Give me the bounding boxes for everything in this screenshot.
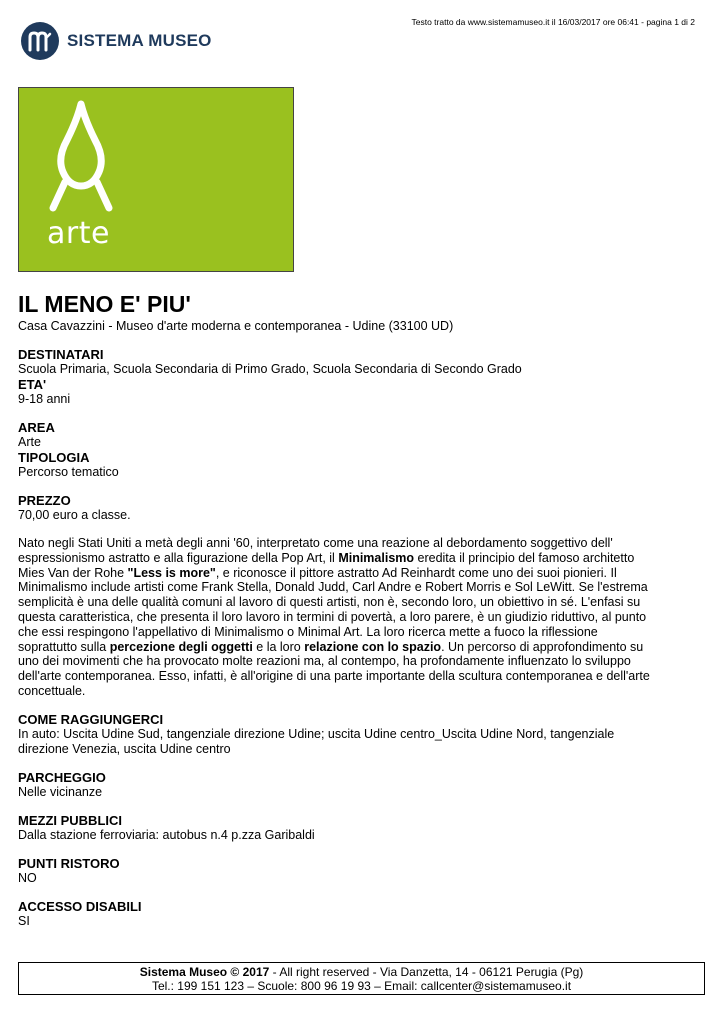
mezzi-pubblici-value: Dalla stazione ferroviaria: autobus n.4 p.zza Garibaldi <box>18 827 315 842</box>
page-content <box>18 290 658 929</box>
accesso-disabili-label: ACCESSO DISABILI <box>18 898 142 914</box>
category-label: arte <box>47 216 110 251</box>
come-raggiungerci-label: COME RAGGIUNGERCI <box>18 711 164 727</box>
destinatari-label: DESTINATARI <box>18 347 104 362</box>
page-title: IL MENO E' PIU' <box>18 291 191 317</box>
description: Nato negli Stati Uniti a metà degli anni '60, interpretato come una reazione al debordamento soggettivo dell' espressionismo astratto e alla figurazione della Pop Art, il Minimalismo eredita il principio del famoso architetto Mies Van der Rohe "Less is more", e riconosce il pittore astratto Ad Reinhardt come uno dei suoi pionieri. Il Minimalismo include artisti come Frank Stella, Donald Judd, Carl Andre e Robert Morris e Sol LeWitt. Se l'estrema semplicità è una delle qualità comuni al lavoro di questi artisti, non è, secondo loro, un obiettivo in sé. L'enfasi su questa caratteristica, che presenta il loro lavoro in termini di povertà, a loro parere, è un giudizio riduttivo, al punto che essi respingono l'appellativo di Minimalismo o Minimal Art. La loro ricerca mette a fuoco la riflessione soprattutto sulla percezione degli oggetti e la loro relazione con lo spazio. Un percorso di approfondimento su uno dei movimenti che ha provocato molte reazioni ma, al contempo, ha profondamente influenzato lo sviluppo dell'arte contemporanea. Esso, infatti, è all'origine di una parte importante della scultura contemporanea e dell'arte concettuale. <box>18 536 650 698</box>
area-value: Arte <box>18 435 41 449</box>
punti-ristoro-value: NO <box>18 870 37 885</box>
come-raggiungerci-value: In auto: Uscita Udine Sud, tangenziale direzione Udine; uscita Udine centro_Uscita Udine Nord, tangenziale direzione Venezia, uscita Udine centro <box>18 726 615 756</box>
eta-value: 9-18 anni <box>18 392 71 406</box>
footer <box>18 962 705 995</box>
print-header-note: Testo tratto da www.sistemamuseo.it il 16/03/2017 ore 06:41 - pagina 1 di 2 <box>411 17 695 27</box>
destinatari-value: Scuola Primaria, Scuola Secondaria di Primo Grado, Scuola Secondaria di Secondo Grado <box>18 362 522 376</box>
tipologia-value: Percorso tematico <box>18 465 119 479</box>
drop-icon <box>41 100 121 230</box>
sistema-museo-logo-text: SISTEMA MUSEO <box>67 31 212 50</box>
footer-line-1: Sistema Museo © 2017 - All right reserved - Via Danzetta, 14 - 06121 Perugia (Pg) <box>139 965 584 979</box>
parcheggio-value: Nelle vicinanze <box>18 784 103 799</box>
footer-line-2: Tel.: 199 151 123 – Scuole: 800 96 19 93 – Email: callcenter@sistemamuseo.it <box>151 979 572 993</box>
prezzo-value: 70,00 euro a classe. <box>18 508 131 522</box>
sistema-museo-logo-icon <box>21 22 59 60</box>
category-banner <box>18 87 294 272</box>
punti-ristoro-label: PUNTI RISTORO <box>18 855 120 871</box>
tipologia-label: TIPOLOGIA <box>18 450 90 465</box>
area-label: AREA <box>18 420 55 435</box>
venue: Casa Cavazzini - Museo d'arte moderna e contemporanea - Udine (33100 UD) <box>18 319 454 333</box>
eta-label: ETA' <box>18 377 47 392</box>
accesso-disabili-value: SI <box>18 913 30 928</box>
prezzo-label: PREZZO <box>18 493 71 508</box>
mezzi-pubblici-label: MEZZI PUBBLICI <box>18 812 122 828</box>
sistema-museo-logo[interactable] <box>21 22 212 60</box>
parcheggio-label: PARCHEGGIO <box>18 769 106 785</box>
